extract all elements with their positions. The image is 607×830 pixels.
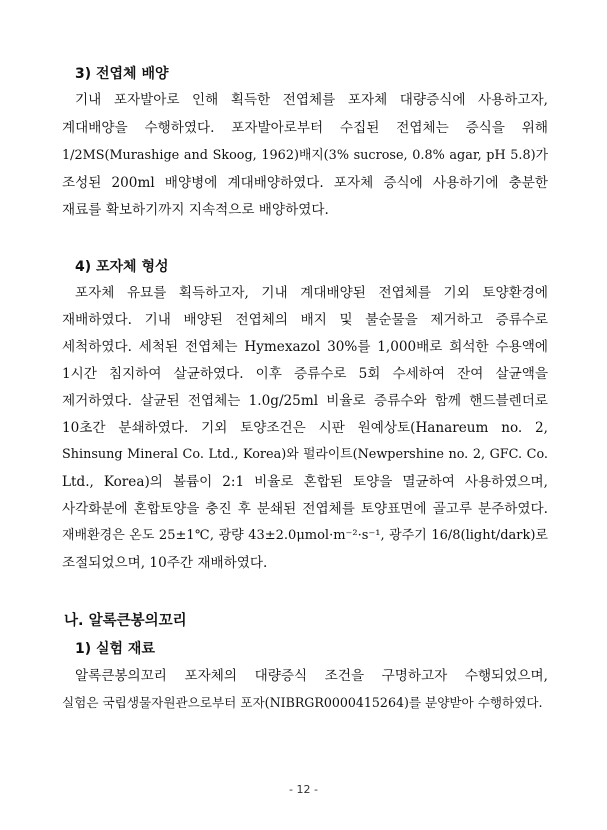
paragraph-line: 1시간 침지하여 살균하였다. 이후 증류수로 5회 수세하여 잔여 살균액을 (62, 366, 548, 382)
paragraph-line: 재료를 확보하기까지 지속적으로 배양하였다. (62, 202, 329, 218)
paragraph-line: 제거하였다. 살균된 전엽체는 1.0g/25ml 비율로 증류수와 함께 핸드블렌더로 (62, 393, 548, 409)
paragraph-line: Ltd., Korea)의 볼륨이 2:1 비율로 혼합된 토양을 멸균하여 사용하였으며, (62, 474, 548, 490)
paragraph-line: 10초간 분쇄하였다. 기외 토양조건은 시판 원예상토(Hanareum no. 2, (62, 420, 548, 436)
paragraph-line: 실험은 국립생물자원관으로부터 포자(NIBRGR0000415264)를 분양받아 수행하였다. (62, 695, 543, 710)
section-heading-1: 1) 실험 재료 (75, 641, 155, 657)
section-heading-4: 4) 포자체 형성 (75, 259, 169, 275)
section-heading-3: 3) 전엽체 배양 (75, 66, 169, 82)
paragraph-line: 계대배양을 수행하였다. 포자발아로부터 수집된 전엽체는 증식을 위해 (62, 120, 548, 136)
page-number: - 12 - (289, 783, 318, 796)
paragraph-line: 재배하였다. 기내 배양된 전엽체의 배지 및 불순물을 제거하고 증류수로 (62, 312, 548, 328)
paragraph-line: 조성된 200ml 배양병에 계대배양하였다. 포자체 증식에 사용하기에 충분한 (62, 175, 548, 191)
paragraph-line: 포자체 유묘를 획득하고자, 기내 계대배양된 전엽체를 기외 토양환경에 (75, 285, 548, 301)
paragraph-line: 재배환경은 온도 25±1℃, 광량 43±2.0μmol·m⁻²·s⁻¹, 광주기 16/8(light/dark)로 (62, 528, 548, 543)
paragraph-line: 알록큰봉의꼬리 포자체의 대량증식 조건을 구명하고자 수행되었으며, (75, 668, 548, 684)
paragraph-line: Shinsung Mineral Co. Ltd., Korea)와 펄라이트(Newpershine no. 2, GFC. Co. (62, 447, 548, 462)
section-heading-na: 나. 알록큰봉의꼬리 (64, 613, 187, 629)
paragraph-line: 1/2MS(Murashige and Skoog, 1962)배지(3% sucrose, 0.8% agar, pH 5.8)가 (62, 148, 548, 163)
paragraph-line: 조절되었으며, 10주간 재배하였다. (62, 555, 268, 571)
paragraph-line: 기내 포자발아로 인해 획득한 전엽체를 포자체 대량증식에 사용하고자, (75, 92, 548, 108)
paragraph-line: 세척하였다. 세척된 전엽체는 Hymexazol 30%를 1,000배로 희석한 수용액에 (62, 339, 548, 355)
paragraph-line: 사각화분에 혼합토양을 충진 후 분쇄된 전엽체를 토양표면에 골고루 분주하였다. (62, 501, 548, 517)
